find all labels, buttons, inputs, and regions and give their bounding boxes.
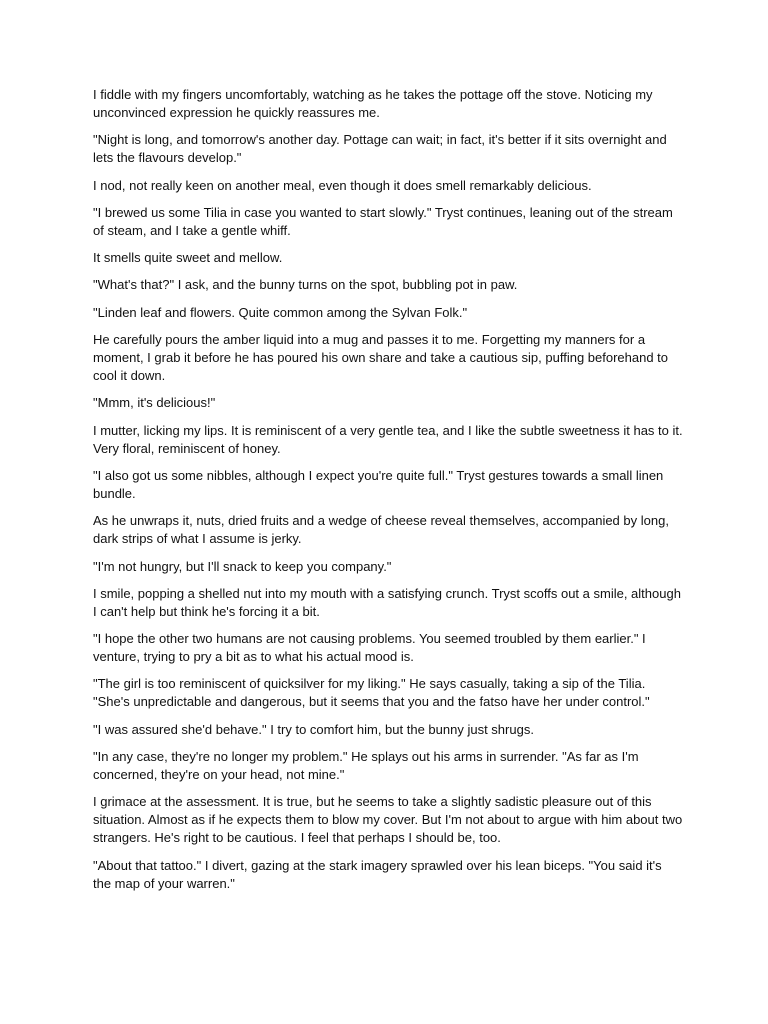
paragraph-6: "What's that?" I ask, and the bunny turns on the spot, bubbling pot in paw.: [93, 277, 518, 293]
paragraph-11: "I also got us some nibbles, although I expect you're quite full." Tryst gestures towards a small linen bundle.: [93, 467, 664, 501]
paragraph-16: "The girl is too reminiscent of quicksilver for my liking." He says casually, taking a sip of the Tilia. "She's unpredictable and dangerous, but it seems that you and the fatso have her under control.": [93, 676, 650, 710]
paragraph-14: I smile, popping a shelled nut into my mouth with a satisfying crunch. Tryst scoffs out a smile, although I can't help but think he's forcing it a bit.: [93, 585, 681, 619]
paragraph-15: "I hope the other two humans are not causing problems. You seemed troubled by them earlier." I venture, trying to pry a bit as to what his actual mood is.: [93, 631, 646, 665]
paragraph-18: "In any case, they're no longer my problem." He splays out his arms in surrender. "As far as I'm concerned, they're on your head, not mine.": [93, 749, 639, 783]
paragraph-5: It smells quite sweet and mellow.: [93, 250, 283, 266]
paragraph-20: "About that tattoo." I divert, gazing at the stark imagery sprawled over his lean biceps. "You said it's the map of your warren.": [93, 857, 662, 891]
paragraph-17: "I was assured she'd behave." I try to comfort him, but the bunny just shrugs.: [93, 721, 534, 737]
paragraph-10: I mutter, licking my lips. It is reminiscent of a very gentle tea, and I like the subtle sweetness it has to it. Very floral, reminiscent of honey.: [93, 422, 683, 456]
paragraph-9: "Mmm, it's delicious!": [93, 395, 216, 411]
paragraph-19: I grimace at the assessment. It is true, but he seems to take a slightly sadistic pleasure out of this situation. Almost as if he expects them to blow my cover. But I'm not about to argue with him about two strangers. He's right to be cautious. I feel that perhaps I should be, too.: [93, 794, 683, 846]
paragraph-7: "Linden leaf and flowers. Quite common among the Sylvan Folk.": [93, 304, 468, 320]
document-page: [93, 86, 683, 902]
paragraph-2: "Night is long, and tomorrow's another day. Pottage can wait; in fact, it's better if it sits overnight and lets the flavours develop.": [93, 132, 667, 166]
paragraph-4: "I brewed us some Tilia in case you wanted to start slowly." Tryst continues, leaning out of the stream of steam, and I take a gentle whiff.: [93, 204, 673, 238]
paragraph-12: As he unwraps it, nuts, dried fruits and a wedge of cheese reveal themselves, accompanied by long, dark strips of what I assume is jerky.: [93, 513, 669, 547]
paragraph-8: He carefully pours the amber liquid into a mug and passes it to me. Forgetting my manners for a moment, I grab it before he has poured his own share and take a cautious sip, puffing beforehand to cool it down.: [93, 332, 669, 384]
paragraph-1: I fiddle with my fingers uncomfortably, watching as he takes the pottage off the stove. Noticing my unconvinced expression he quickly reassures me.: [93, 87, 653, 120]
paragraph-13: "I'm not hungry, but I'll snack to keep you company.": [93, 558, 392, 574]
paragraph-3: I nod, not really keen on another meal, even though it does smell remarkably delicious.: [93, 177, 592, 193]
